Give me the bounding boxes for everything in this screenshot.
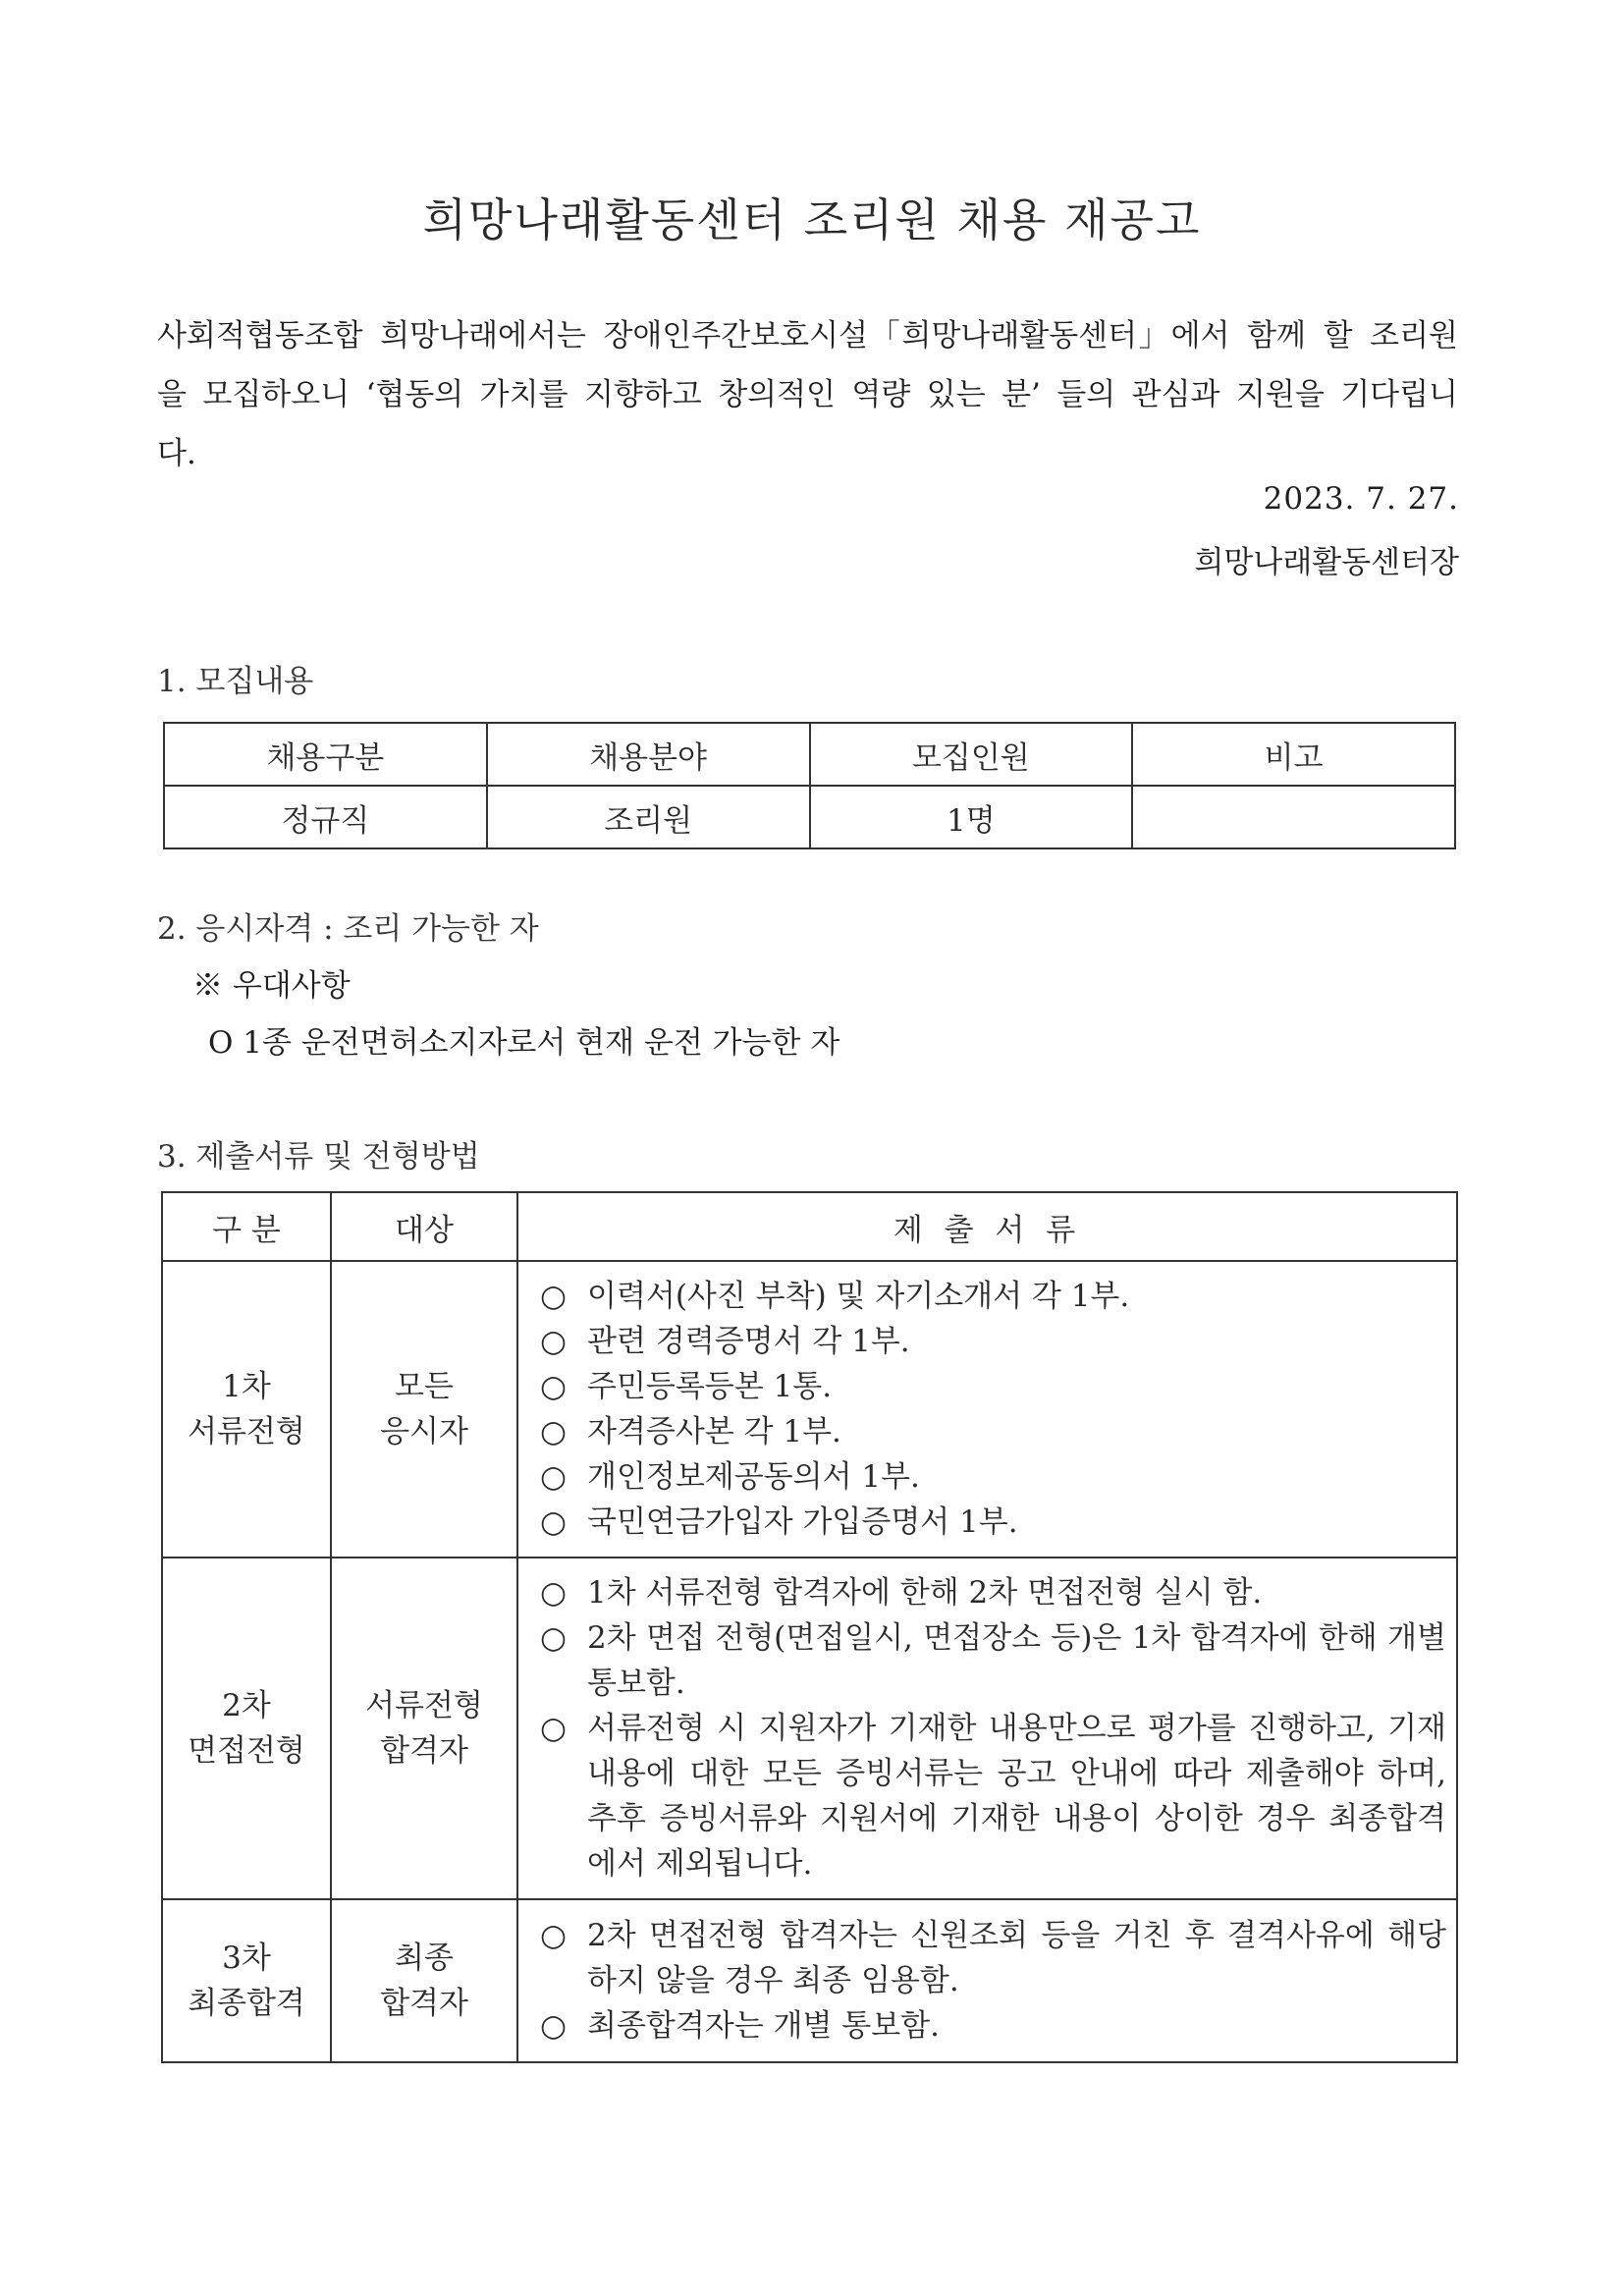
stage-cell: 3차 최종합격 [162,1899,331,2062]
document-item [540,2003,1446,2049]
document-item [540,1454,1446,1500]
document-item-text: 주민등록등본 1통. [587,1369,833,1404]
process-table [161,1191,1458,2063]
section-heading-qualification: 2. 응시자격 : 조리 가능한 자 [157,911,539,947]
section-heading-recruitment: 1. 모집내용 [157,664,314,699]
recruitment-table [163,722,1456,849]
table-cell: 정규직 [164,786,487,848]
table-cell [1132,786,1455,848]
table-header-row [162,1192,1457,1261]
circle-bullet-icon: ○ [540,1575,568,1611]
table-cell: 조리원 [487,786,810,848]
header-cell: 채용분야 [487,723,810,786]
documents-cell [517,1899,1457,2062]
circle-bullet-icon: ○ [540,1279,568,1314]
circle-bullet-icon: ○ [540,2008,568,2044]
document-item [540,1319,1446,1364]
circle-bullet-icon: ○ [540,1459,568,1495]
document-item [540,1570,1446,1615]
document-item [540,1615,1446,1706]
circle-bullet-icon: ○ [540,1324,568,1359]
circle-bullet-icon: ○ [540,1620,568,1656]
process-table-body [162,1261,1457,2062]
preference-item: O 1종 운전면허소지자로서 현재 운전 가능한 자 [208,1025,840,1061]
announcement-date: 2023. 7. 27. [1263,481,1459,517]
circle-bullet-icon: ○ [540,1504,568,1540]
document-item-text: 서류전형 시 지원자가 기재한 내용만으로 평가를 진행하고, 기재 내용에 대한 모든 증빙서류는 공고 안내에 따라 제출해야 하며, 추후 증빙서류와 지원서에 기재한 내용이 상이한 경우 최종합격에서 제외됩니다. [587,1711,1446,1882]
table-header-row [164,723,1455,786]
preference-title: ※ 우대사항 [192,968,351,1004]
documents-cell [517,1261,1457,1558]
document-item-text: 관련 경력증명서 각 1부. [587,1324,910,1359]
document-item-text: 자격증사본 각 1부. [587,1414,841,1449]
document-item-text: 국민연금가입자 가입증명서 1부. [587,1504,1018,1540]
target-cell: 최종 합격자 [331,1899,517,2062]
circle-bullet-icon: ○ [540,1414,568,1449]
document-item-text: 최종합격자는 개별 통보함. [587,2008,940,2044]
document-item-text: 2차 면접 전형(면접일시, 면접장소 등)은 1차 합격자에 한해 개별 통보함. [587,1620,1446,1701]
target-cell: 모든 응시자 [331,1261,517,1558]
table-row [162,1899,1457,2062]
signer: 희망나래활동센터장 [1194,545,1459,580]
circle-bullet-icon: ○ [540,1369,568,1404]
table-row [164,786,1455,848]
table-row [162,1261,1457,1558]
header-cell: 구 분 [162,1192,331,1261]
document-item-text: 2차 면접전형 합격자는 신원조회 등을 거친 후 결격사유에 해당하지 않을 경우 최종 임용함. [587,1918,1446,1998]
intro-paragraph: 사회적협동조합 희망나래에서는 장애인주간보호시설「희망나래활동센터」에서 함께 할 조리원을 모집하오니 ‘협동의 가치를 지향하고 창의적인 역량 있는 분’ 들의 관심과 지원을 기다립니다. [157,318,1458,471]
header-cell: 채용구분 [164,723,487,786]
section-heading-documents: 3. 제출서류 및 전형방법 [157,1139,480,1175]
table-row [162,1558,1457,1899]
header-cell: 대상 [331,1192,517,1261]
header-cell: 모집인원 [810,723,1133,786]
documents-cell [517,1558,1457,1899]
document-item [540,1913,1446,2003]
header-cell: 비고 [1132,723,1455,786]
document-item [540,1409,1446,1454]
document-item-text: 이력서(사진 부착) 및 자기소개서 각 1부. [587,1279,1130,1314]
circle-bullet-icon: ○ [540,1711,568,1746]
document-item-text: 개인정보제공동의서 1부. [587,1459,920,1495]
stage-cell: 1차 서류전형 [162,1261,331,1558]
stage-cell: 2차 면접전형 [162,1558,331,1899]
header-cell: 제 출 서 류 [517,1192,1457,1261]
document-item [540,1706,1446,1886]
document-item [540,1274,1446,1319]
table-cell: 1명 [810,786,1133,848]
document-item [540,1500,1446,1545]
page-title: 희망나래활동센터 조리원 채용 재공고 [422,193,1202,246]
document-item [540,1364,1446,1409]
circle-bullet-icon: ○ [540,1918,568,1953]
document-item-text: 1차 서류전형 합격자에 한해 2차 면접전형 실시 함. [587,1575,1263,1611]
target-cell: 서류전형 합격자 [331,1558,517,1899]
